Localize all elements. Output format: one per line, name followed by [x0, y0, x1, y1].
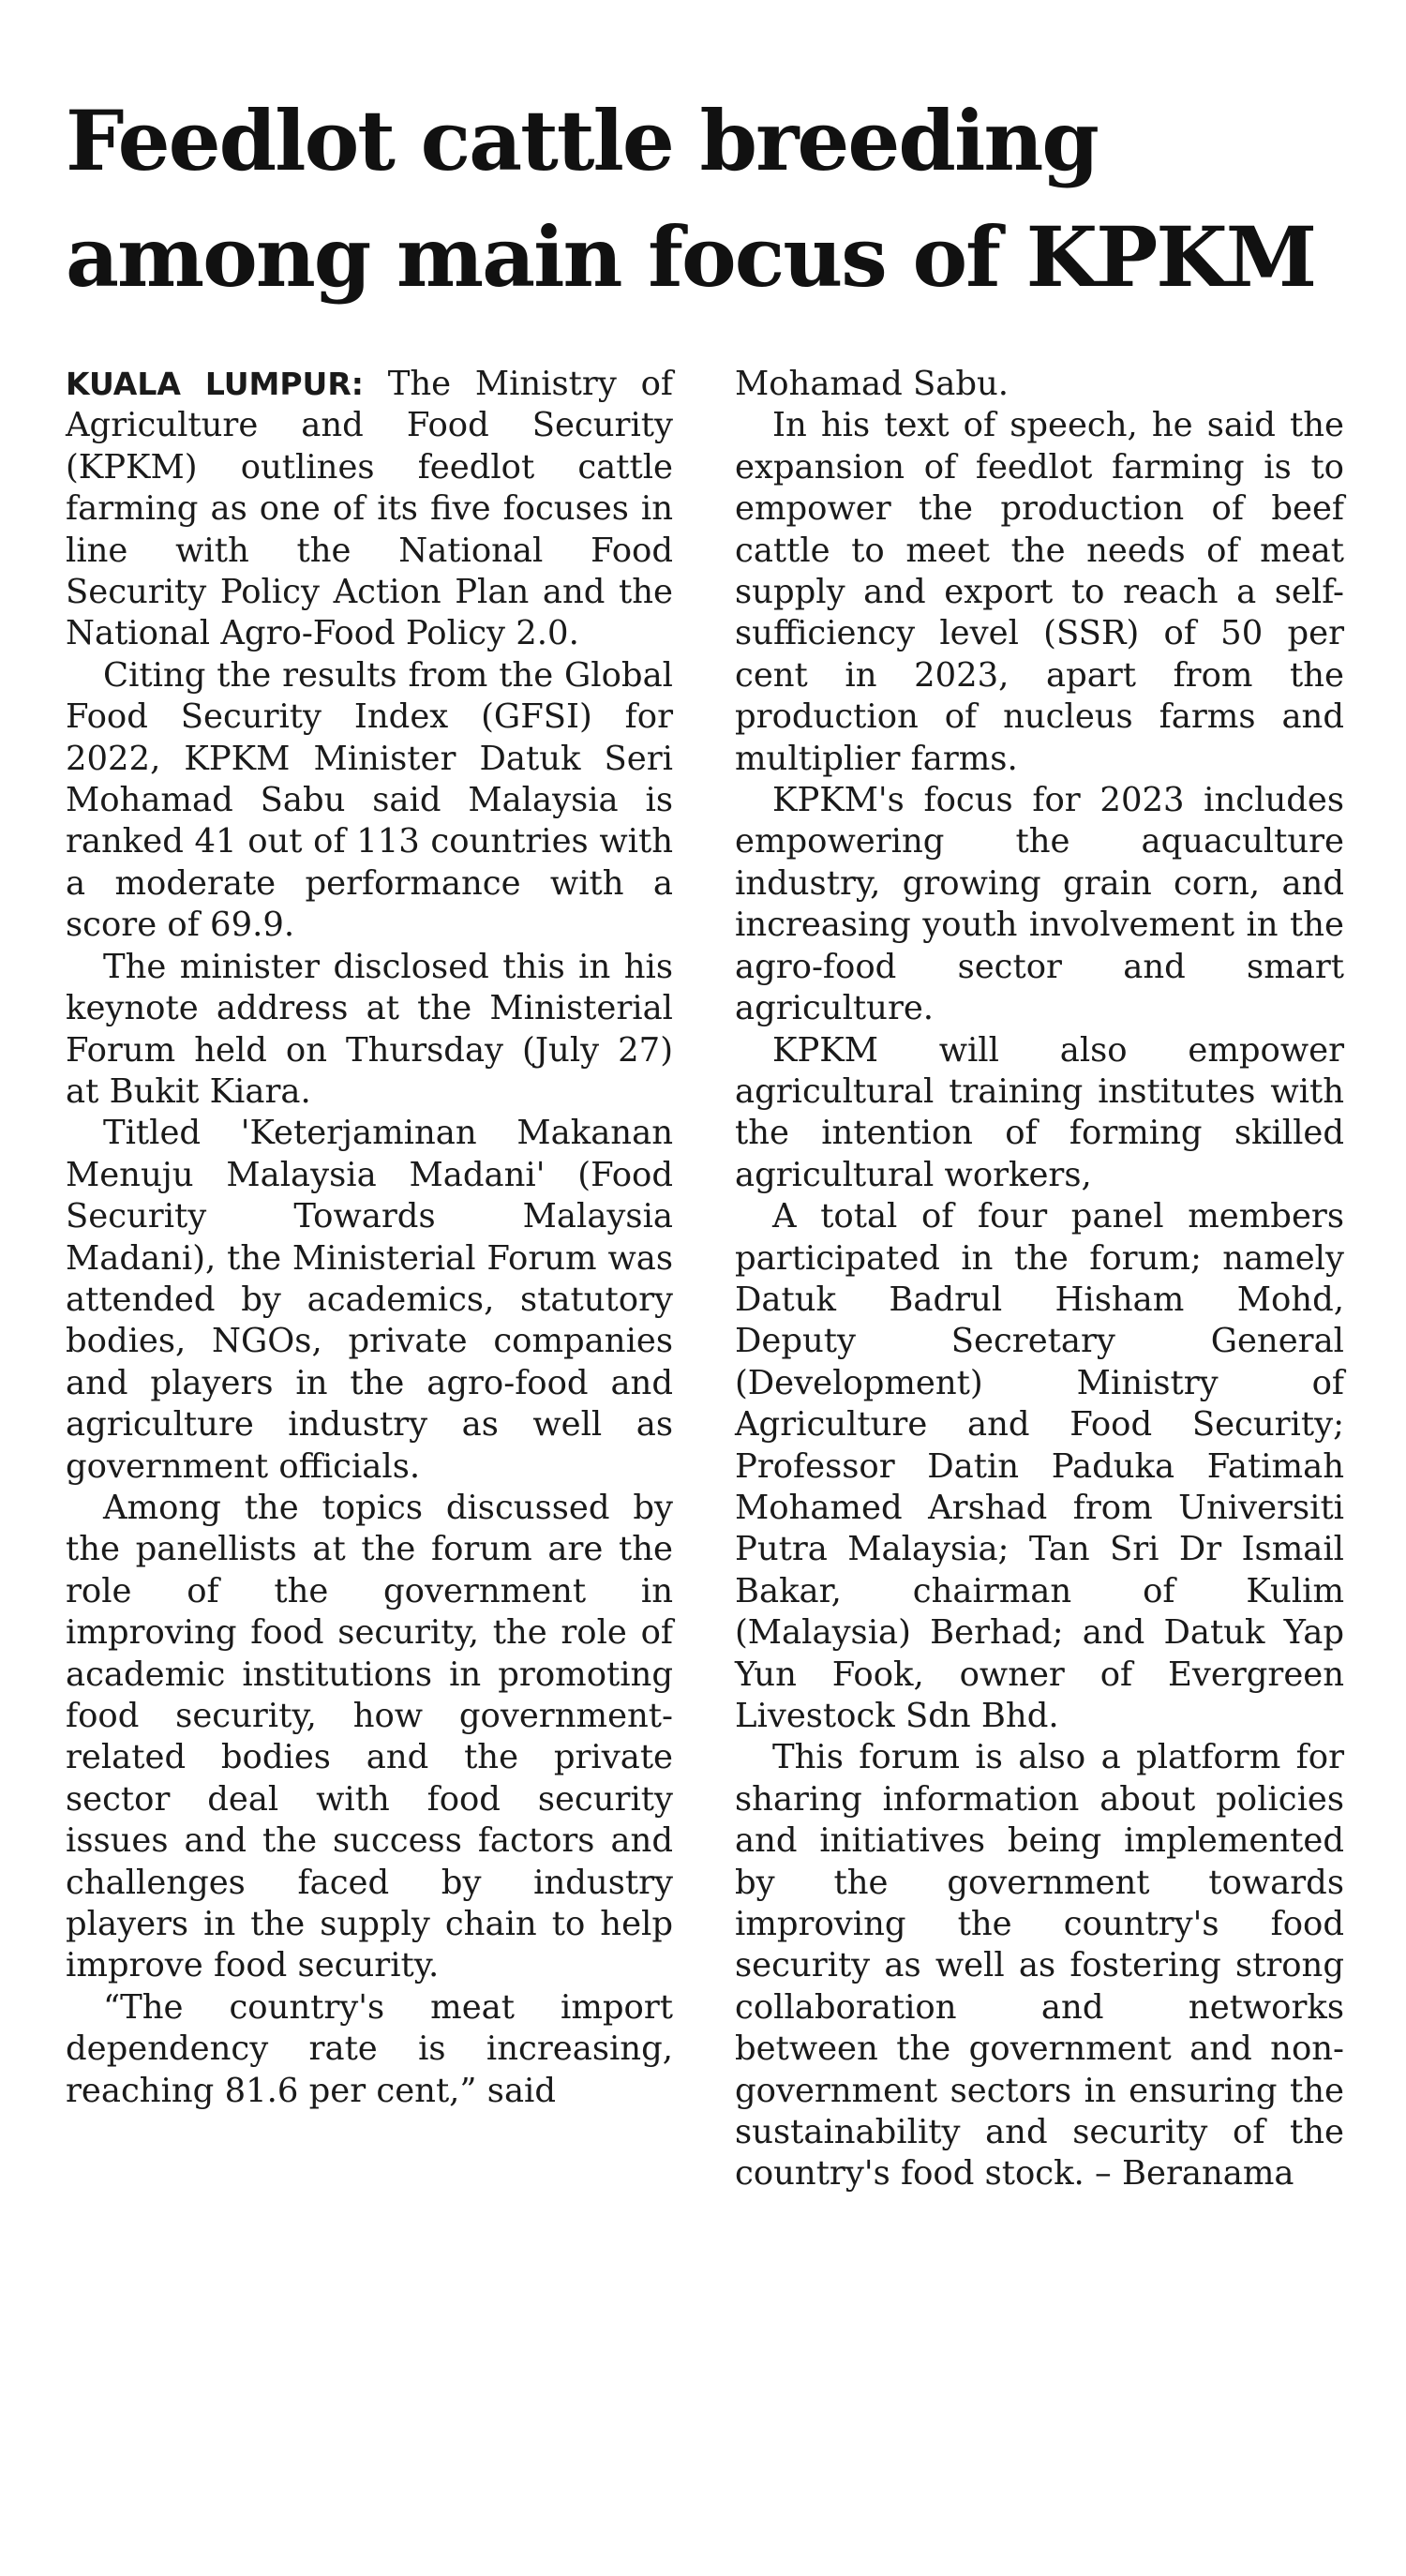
paragraph-gfsi: Citing the results from the Global Food Security Index (GFSI) for 2022, KPKM Minister Datuk Seri Mohamad Sabu said Malaysia is ranked 41 out of 113 countries with a moderate performance with a score of 69.9.	[66, 655, 673, 945]
dateline: KUALA LUMPUR:	[66, 366, 364, 402]
lead-paragraph	[66, 364, 673, 655]
paragraph-panel: A total of four panel members participated in the forum; namely Datuk Badrul Hisham Mohd, Deputy Secretary General (Development) Ministry of Agriculture and Food Security; Professor Datin Paduka Fatimah Mohamed Arshad from Universiti Putra Malaysia; Tan Sri Dr Ismail Bakar, chairman of Kulim (Malaysia) Berhad; and Datuk Yap Yun Fook, owner of Evergreen Livestock Sdn Bhd.	[735, 1197, 1344, 1735]
paragraph-platform: This forum is also a platform for sharing information about policies and initiatives being implemented by the government towards improving the country's food security as well as fostering strong collaboration and networks between the government and non-government sectors in ensuring the sustainability and security of the country's food stock. – Beranama	[735, 1738, 1344, 2194]
article-column-left	[66, 364, 673, 2112]
headline-line-2: among main focus of KPKM	[66, 208, 1316, 306]
paragraph-forum-title: Titled 'Keterjaminan Makanan Menuju Malaysia Madani' (Food Security Towards Malaysia Madani), the Ministerial Forum was attended by academics, statutory bodies, NGOs, private companies and players in the agro-food and agriculture industry as well as government officials.	[66, 1114, 673, 1486]
paragraph-speech: In his text of speech, he said the expansion of feedlot farming is to empower the production of beef cattle to meet the needs of meat supply and export to reach a self-sufficiency level (SSR) of 50 per cent in 2023, apart from the production of nucleus farms and multiplier farms.	[735, 406, 1344, 778]
lead-text: The Ministry of Agriculture and Food Security (KPKM) outlines feedlot cattle farming as one of its five focuses in line with the National Food Security Policy Action Plan and the National Agro-Food Policy 2.0.	[66, 365, 673, 653]
headline	[66, 82, 1359, 315]
paragraph-meat-import: “The country's meat import dependency rate is increasing, reaching 81.6 per cent,” said	[66, 1987, 673, 2110]
paragraph-keynote: The minister disclosed this in his keynote address at the Ministerial Forum held on Thursday (July 27) at Bukit Kiara.	[66, 947, 673, 1111]
paragraph-focus-2023: KPKM's focus for 2023 includes empowering the aquaculture industry, growing grain corn, and increasing youth involvement in the agro-food sector and smart agriculture.	[735, 781, 1344, 1028]
paragraph-training: KPKM will also empower agricultural training institutes with the intention of forming skilled agricultural workers,	[735, 1030, 1344, 1194]
headline-line-1: Feedlot cattle breeding	[66, 92, 1098, 189]
paragraph-meat-import-continued: Mohamad Sabu.	[735, 365, 1010, 403]
article-column-right	[735, 364, 1344, 2195]
paragraph-topics: Among the topics discussed by the panellists at the forum are the role of the government in improving food security, the role of academic institutions in promoting food security, how government-related bodies and the private sector deal with food security issues and the success factors and challenges faced by industry players in the supply chain to help improve food security.	[66, 1488, 673, 1985]
